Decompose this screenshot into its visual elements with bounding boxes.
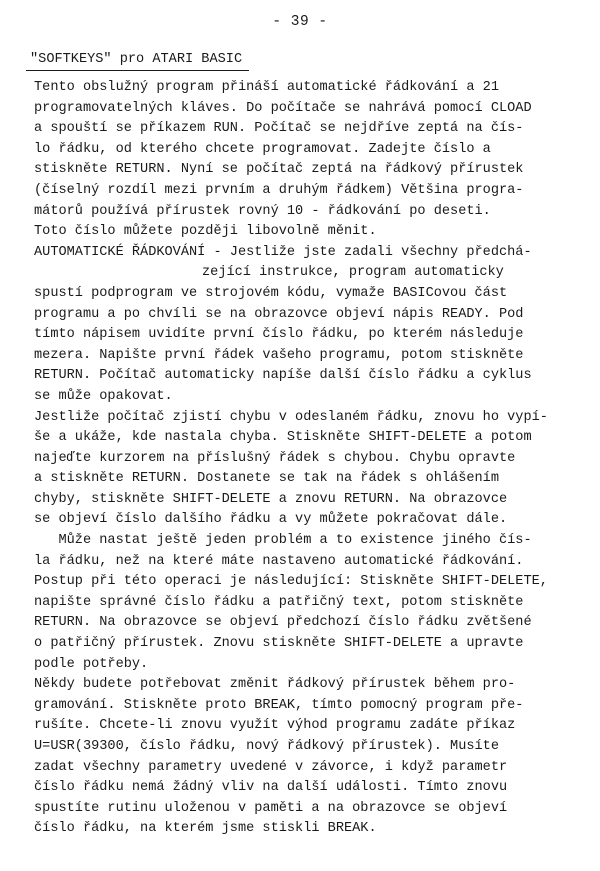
text-line: gramování. Stiskněte proto BREAK, tímto pomocný program pře- — [34, 697, 524, 713]
text-line: a stiskněte RETURN. Dostanete se tak na řádek s ohlášením — [34, 471, 499, 487]
text-line: še a ukáže, kde nastala chyba. Stiskněte SHIFT-DELETE a potom — [34, 430, 532, 446]
header-underline — [26, 70, 249, 71]
text-line: Někdy budete potřebovat změnit řádkový přírustek během pro- — [34, 677, 516, 693]
text-line: Tento obslužný program přináší automatické řádkování a 21 — [34, 80, 499, 95]
text-line: programu a po chvíli se na obrazovce objeví nápis READY. Pod — [34, 306, 524, 322]
text-line: RETURN. Počítač automaticky napíše další číslo řádku a cyklus — [34, 368, 532, 384]
text-line: rušíte. Chcete-li znovu využít výhod programu zadáte příkaz — [34, 718, 516, 734]
text-line: napište správné číslo řádku a patřičný text, potom stiskněte — [34, 594, 524, 610]
text-line: podle potřeby. — [34, 656, 149, 672]
text-line: tímto nápisem uvidíte první číslo řádku, po kterém následuje — [34, 327, 524, 343]
text-line: programovatelných kláves. Do počítače se nahrává pomocí CLOAD — [34, 100, 532, 116]
text-line: zející instrukce, program automaticky — [202, 265, 504, 281]
text-line: Jestliže počítač zjistí chybu v odeslaném řádku, znovu ho vypí- — [34, 409, 548, 425]
text-line: Postup při této operaci je následující: Stiskněte SHIFT-DELETE, — [34, 574, 548, 590]
text-line: se objeví číslo dalšího řádku a vy můžete pokračovat dále. — [34, 512, 508, 528]
page-number: - 39 - — [272, 14, 328, 30]
text-line: chyby, stiskněte SHIFT-DELETE a znovu RETURN. Na obrazovce — [34, 491, 508, 507]
text-line: o patřičný přírustek. Znovu stiskněte SHIFT-DELETE a upravte — [34, 636, 524, 652]
text-line: spustíte rutinu uloženou v paměti a na obrazovce se objeví — [34, 800, 508, 816]
text-line: (číselný rozdíl mezi prvním a druhým řádkem) Většina progra- — [34, 182, 524, 198]
text-line: RETURN. Na obrazovce se objeví předchozí číslo řádku zvětšené — [34, 615, 532, 631]
text-line: se může opakovat. — [34, 388, 173, 404]
text-line: Může nastat ještě jeden problém a to existence jiného čís- — [34, 533, 532, 549]
text-line: la řádku, než na které máte nastaveno automatické řádkování. — [34, 553, 524, 569]
text-line: číslo řádku nemá žádný vliv na další události. Tímto znovu — [34, 780, 508, 796]
body-text — [34, 78, 594, 840]
text-line: U=USR(39300, číslo řádku, nový řádkový přírustek). Musíte — [34, 739, 499, 754]
text-line: zadat všechny parametry uvedené v závorce, i když parametr — [34, 759, 508, 775]
text-line: AUTOMATICKÉ ŘÁDKOVÁNÍ - Jestliže jste zadali všechny předchá- — [34, 244, 532, 260]
text-line: a spouští se příkazem RUN. Počítač se nejdříve zeptá na čís- — [34, 121, 524, 137]
text-line: mátorů používá přírustek rovný 10 - řádkování po deseti. — [34, 203, 491, 219]
header-title: "SOFTKEYS" pro ATARI BASIC — [30, 52, 243, 67]
text-line: číslo řádku, na kterém jsme stiskli BREAK. — [34, 821, 377, 837]
text-line: Toto číslo můžete později libovolně měnit. — [34, 224, 377, 240]
text-line: mezera. Napište první řádek vašeho programu, potom stiskněte — [34, 347, 524, 363]
text-line: stiskněte RETURN. Nyní se počítač zeptá na řádkový přírustek — [34, 162, 524, 178]
text-line: najeďte kurzorem na příslušný řádek s chybou. Chybu opravte — [34, 450, 516, 466]
text-line: lo řádku, od kterého chcete programovat. Zadejte číslo a — [34, 141, 491, 157]
text-line: spustí podprogram ve strojovém kódu, vymaže BASICovou část — [34, 285, 508, 301]
